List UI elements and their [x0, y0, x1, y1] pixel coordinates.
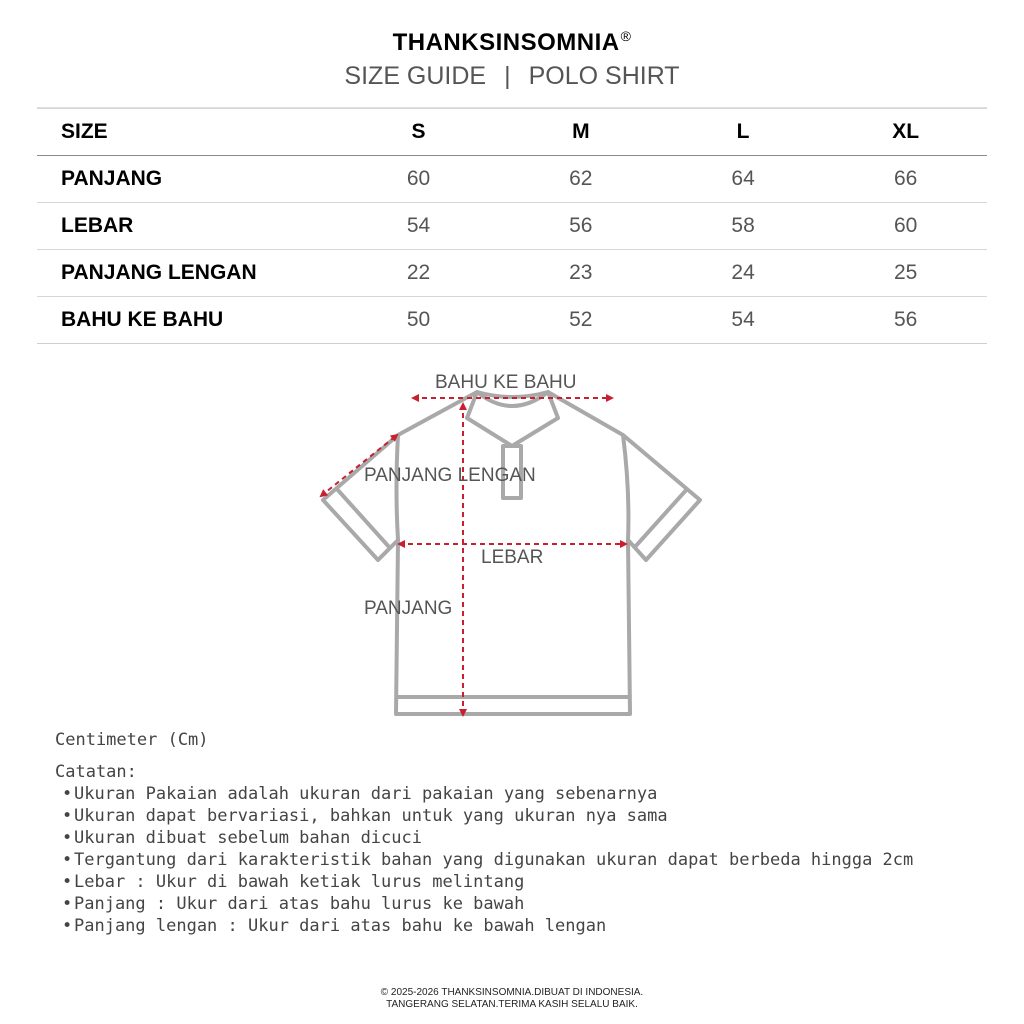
table-cell: 54 [337, 203, 499, 250]
bullet-icon: • [62, 850, 73, 870]
bullet-icon: • [62, 806, 73, 826]
table-cell: 54 [662, 297, 824, 344]
list-item [62, 805, 913, 827]
bullet-icon: • [62, 894, 73, 914]
table-cell: 23 [500, 250, 662, 297]
left-armhole [397, 435, 399, 540]
row-label: PANJANG LENGAN [37, 250, 337, 297]
size-table-container [37, 107, 987, 344]
footer-line-2: TANGERANG SELATAN.TERIMA KASIH SELALU BAIK. [386, 999, 638, 1010]
brand-name: THANKSINSOMNIA [392, 29, 620, 56]
table-header-row [37, 109, 987, 156]
note-text: Ukuran dapat bervariasi, bahkan untuk yang ukuran nya sama [74, 806, 668, 826]
table-row [37, 203, 987, 250]
label-length: PANJANG [364, 598, 453, 619]
note-text: Lebar : Ukur di bawah ketiak lurus melintang [74, 872, 525, 892]
row-label: LEBAR [37, 203, 337, 250]
registered-mark: ® [620, 28, 632, 44]
measurement-arrows [321, 398, 626, 715]
header-size-s: S [337, 109, 499, 156]
table-cell: 60 [337, 156, 499, 203]
bullet-icon: • [62, 784, 73, 804]
list-item [62, 893, 913, 915]
footer-line-1: © 2025-2026 THANKSINSOMNIA.DIBUAT DI INDONESIA. [380, 987, 644, 998]
table-cell: 50 [337, 297, 499, 344]
table-cell: 64 [662, 156, 824, 203]
list-item [62, 827, 913, 849]
table-row [37, 250, 987, 297]
left-cuff-line [336, 488, 390, 548]
subtitle-product: POLO SHIRT [528, 62, 680, 90]
table-cell: 60 [824, 203, 987, 250]
footer [0, 987, 1024, 1011]
table-cell: 52 [500, 297, 662, 344]
brand-title [0, 28, 1024, 57]
list-item [62, 871, 913, 893]
notes-title: Catatan: [55, 762, 137, 782]
note-text: Ukuran dibuat sebelum bahan dicuci [74, 828, 422, 848]
row-label: PANJANG [37, 156, 337, 203]
table-cell: 56 [500, 203, 662, 250]
row-label: BAHU KE BAHU [37, 297, 337, 344]
subtitle-separator: | [504, 62, 511, 90]
header-size-m: M [500, 109, 662, 156]
collar-outline [467, 392, 558, 446]
header-size-label: SIZE [37, 109, 337, 156]
list-item [62, 783, 913, 805]
page-subtitle [0, 62, 1024, 91]
label-sleeve: PANJANG LENGAN [364, 465, 536, 486]
note-text: Tergantung dari karakteristik bahan yang digunakan ukuran dapat berbeda hingga 2cm [74, 850, 914, 870]
note-text: Ukuran Pakaian adalah ukuran dari pakaian yang sebenarnya [74, 784, 658, 804]
note-text: Panjang lengan : Ukur dari atas bahu ke bawah lengan [74, 916, 607, 936]
list-item [62, 915, 913, 937]
table-cell: 62 [500, 156, 662, 203]
table-cell: 56 [824, 297, 987, 344]
table-cell: 25 [824, 250, 987, 297]
header-size-l: L [662, 109, 824, 156]
notes-list [62, 783, 913, 937]
list-item [62, 849, 913, 871]
table-row [37, 297, 987, 344]
right-armhole [623, 435, 628, 540]
subtitle-size-guide: SIZE GUIDE [344, 62, 487, 90]
bullet-icon: • [62, 872, 73, 892]
size-table [37, 107, 987, 344]
table-cell: 66 [824, 156, 987, 203]
table-row [37, 156, 987, 203]
label-width: LEBAR [481, 547, 544, 568]
label-shoulder: BAHU KE BAHU [435, 372, 577, 393]
table-cell: 58 [662, 203, 824, 250]
bullet-icon: • [62, 916, 73, 936]
unit-label: Centimeter (Cm) [55, 730, 209, 750]
note-text: Panjang : Ukur dari atas bahu lurus ke bawah [74, 894, 525, 914]
header-size-xl: XL [824, 109, 987, 156]
right-cuff-line [634, 488, 688, 548]
bullet-icon: • [62, 828, 73, 848]
table-cell: 22 [337, 250, 499, 297]
table-cell: 24 [662, 250, 824, 297]
